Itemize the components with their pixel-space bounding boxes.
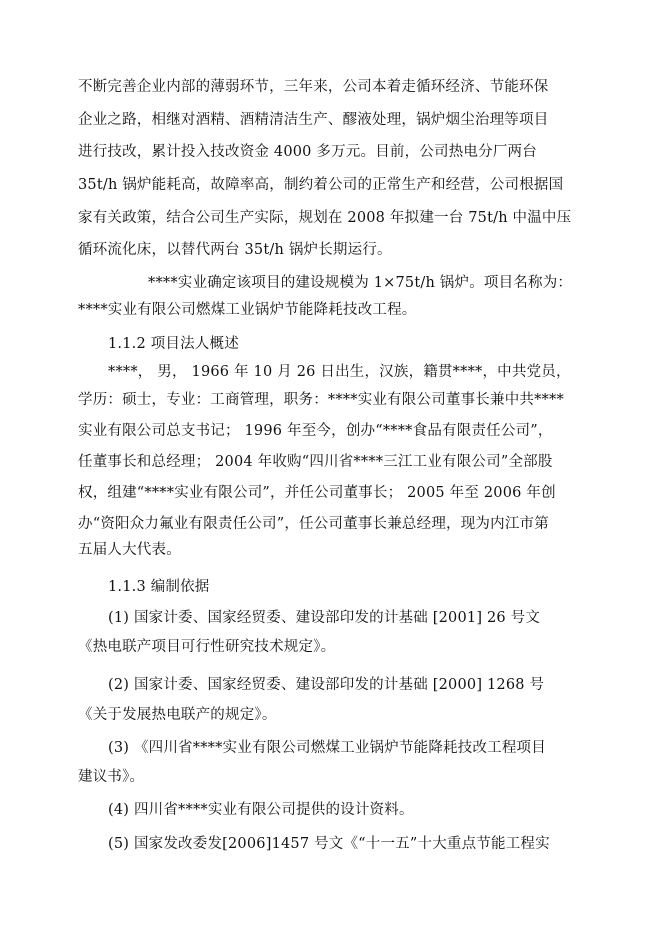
text-line: 实业有限公司总支书记； 1996 年至今，创办“****食品有限责任公司”， bbox=[78, 423, 553, 439]
text-line: 五届人大代表。 bbox=[78, 542, 181, 558]
text-line: 不断完善企业内部的薄弱环节，三年来，公司本着走循环经济、节能环保 bbox=[78, 79, 549, 95]
text-line: ****实业有限公司燃煤工业锅炉节能降耗技改工程。 bbox=[78, 302, 417, 318]
text-line: 办“资阳众力氟业有限责任公司”，任公司董事长兼总经理，现为内江市第 bbox=[78, 516, 549, 532]
text-line: 《热电联产项目可行性研究技术规定》。 bbox=[78, 639, 336, 655]
text-line: 35t/h 锅炉能耗高，故障率高，制约着公司的正常生产和经营，公司根据国 bbox=[78, 177, 564, 193]
section-heading: 1.1.3 编制依据 bbox=[108, 579, 210, 595]
text-line: 学历：硕士，专业：工商管理，职务：****实业有限公司董事长兼中共**** bbox=[78, 392, 564, 408]
text-line: ****实业确定该项目的建设规模为 1×75t/h 锅炉。项目名称为： bbox=[148, 275, 573, 291]
text-line: 企业之路，相继对酒精、酒精清洁生产、醪液处理，锅炉烟尘治理等项目 bbox=[78, 112, 549, 128]
list-item: (1) 国家计委、国家经贸委、建设部印发的计基础 [2001] 26 号文 bbox=[108, 610, 541, 626]
text-line: 权，组建“****实业有限公司”，并任公司董事长； 2005 年至 2006 年创 bbox=[78, 485, 556, 501]
text-line: 家有关政策，结合公司生产实际，规划在 2008 年拟建一台 75t/h 中温中压 bbox=[78, 210, 572, 226]
text-line: 建议书》。 bbox=[78, 769, 145, 785]
text-line: 循环流化床，以替代两台 35t/h 锅炉长期运行。 bbox=[78, 242, 392, 258]
text-line: ****， 男， 1966 年 10 月 26 日出生，汉族，籍贯****，中共党员， bbox=[108, 364, 571, 380]
list-item: (2) 国家计委、国家经贸委、建设部印发的计基础 [2000] 1268 号 bbox=[108, 677, 545, 693]
text-line: 任董事长和总经理； 2004 年收购“四川省****三江工业有限公司”全部股 bbox=[78, 454, 553, 470]
list-item: (5) 国家发改委发[2006]1457 号文《“十一五”十大重点节能工程实 bbox=[108, 836, 550, 852]
list-item: (3) 《四川省****实业有限公司燃煤工业锅炉节能降耗技改工程项目 bbox=[108, 740, 546, 756]
text-line: 《关于发展热电联产的规定》。 bbox=[78, 707, 277, 723]
text-line: 进行技改，累计投入技改资金 4000 多万元。目前，公司热电分厂两台 bbox=[78, 144, 537, 160]
list-item: (4) 四川省****实业有限公司提供的设计资料。 bbox=[108, 802, 414, 818]
section-heading: 1.1.2 项目法人概述 bbox=[108, 336, 239, 352]
